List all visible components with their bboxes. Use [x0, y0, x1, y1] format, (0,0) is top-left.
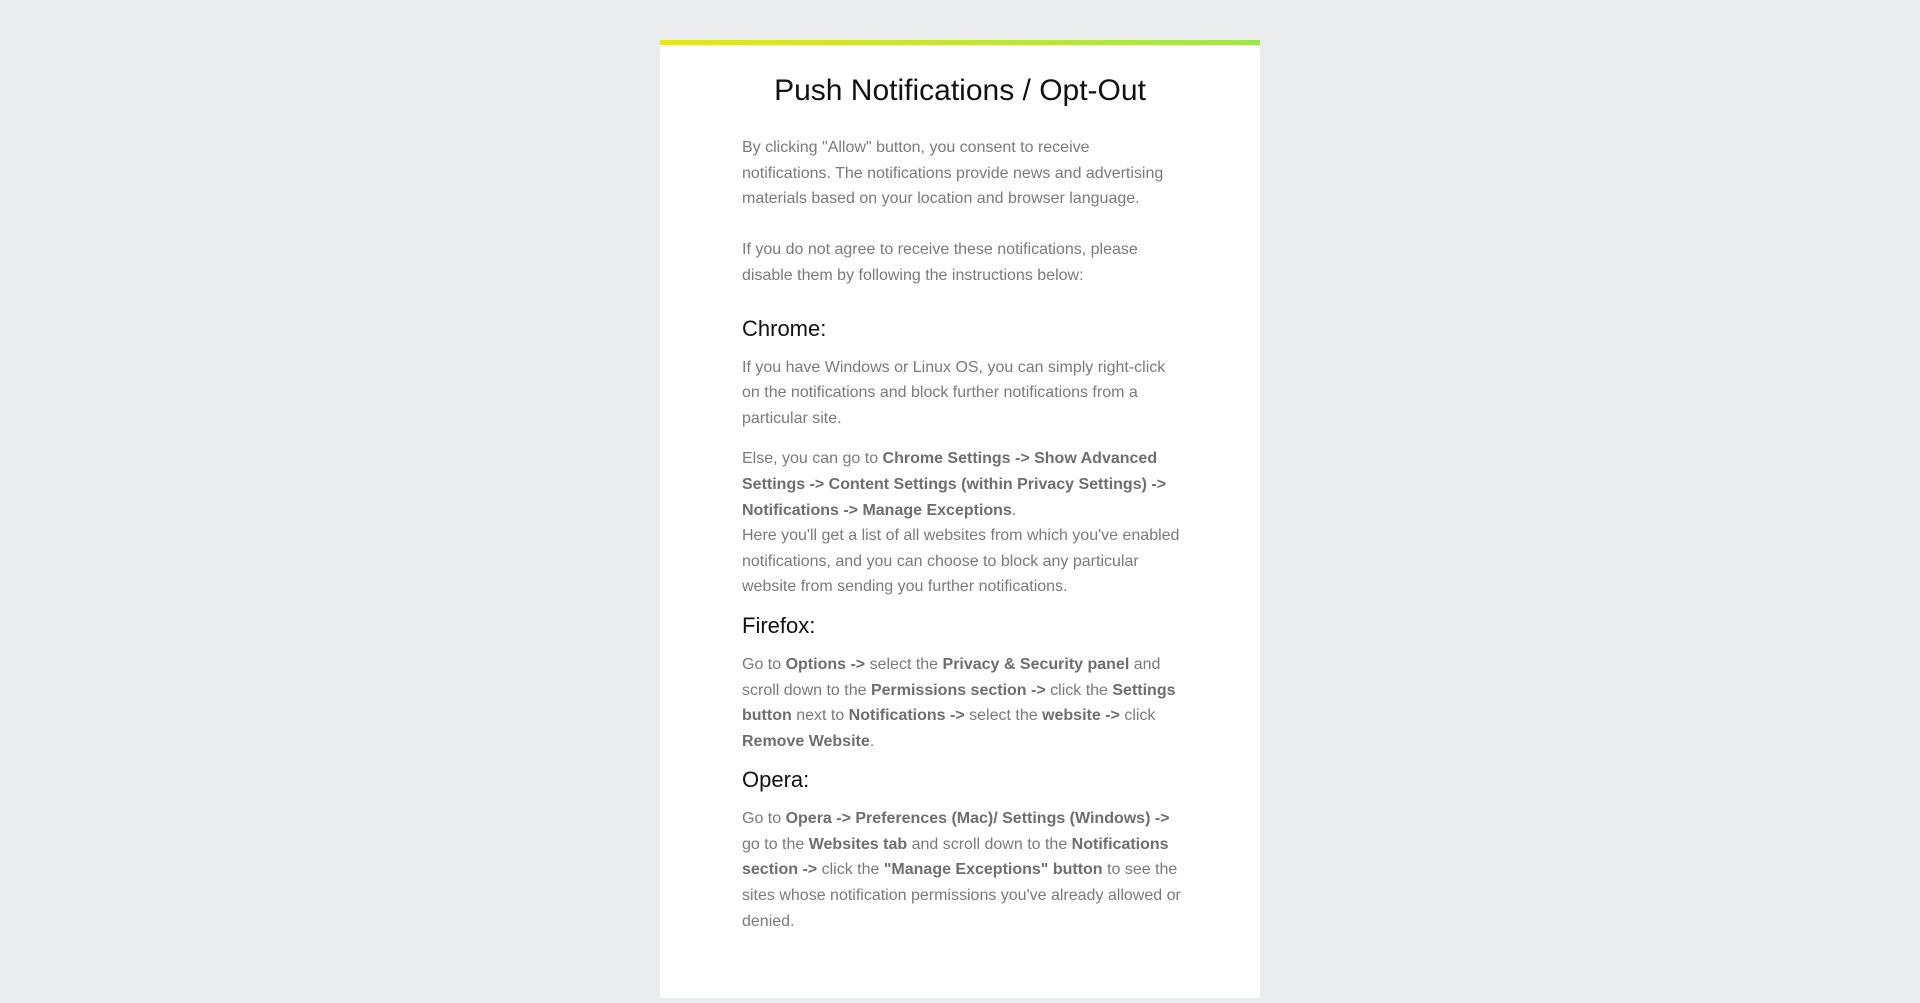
opt-out-card — [660, 40, 1260, 998]
chrome-paragraph: Here you'll get a list of all websites from which you've enabled notifications, and you can choose to block any particular website from sending you further notifications. — [742, 527, 1180, 596]
chrome-heading: Chrome: — [742, 315, 827, 341]
content — [742, 135, 1182, 934]
opera-heading: Opera: — [742, 767, 810, 793]
firefox-paragraph: Go to Options -> select the Privacy & Security panel and scroll down to the Permissions section -> click the Settings button next to Notifications -> select the website -> click Remove Website. — [742, 655, 1176, 750]
page-title: Push Notifications / Opt-Out — [774, 74, 1146, 107]
accent-bar — [660, 40, 1260, 45]
intro-paragraph: If you do not agree to receive these notifications, please disable them by following the instructions below: — [742, 241, 1138, 284]
chrome-paragraph: Else, you can go to Chrome Settings -> Show Advanced Settings -> Content Settings (within Privacy Settings) -> Notifications -> Manage Exceptions. — [742, 450, 1167, 519]
firefox-heading: Firefox: — [742, 612, 816, 638]
chrome-paragraph: If you have Windows or Linux OS, you can simply right-click on the notifications and block further notifications from a particular site. — [742, 358, 1166, 427]
opera-paragraph: Go to Opera -> Preferences (Mac)/ Settings (Windows) -> go to the Websites tab and scroll down to the Notifications section -> click the "Manage Exceptions" button to see the sites whose notification permissions you've already allowed or denied. — [742, 810, 1181, 930]
intro-paragraph: By clicking "Allow" button, you consent to receive notifications. The notifications provide news and advertising materials based on your location and browser language. — [742, 139, 1164, 208]
